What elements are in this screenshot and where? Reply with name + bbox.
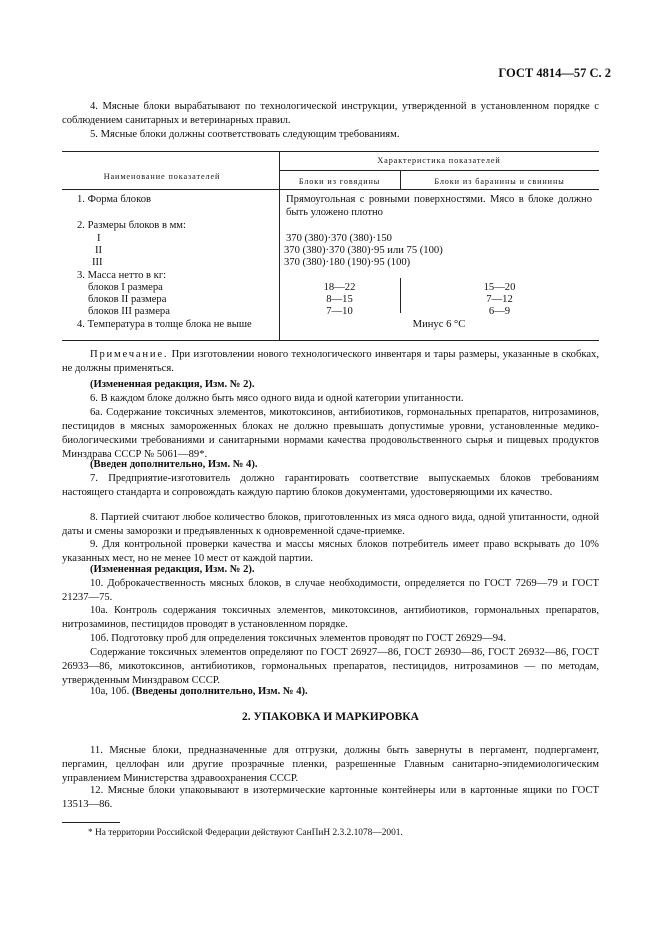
paragraph-7: 7. Предприятие-изготовитель должно гарантировать соответствие выпускаемых блоков требованиям настоящего стандарта и сопровождать каждую партию блоков документами, удостоверяющими их качество.	[62, 473, 599, 498]
amendment-note-2a: (Измененная редакция, Изм. № 2).	[90, 379, 255, 390]
column-header-beef: Блоки из говядины	[298, 177, 381, 186]
row-mass-iii-beef: 7—10	[326, 306, 353, 317]
row-mass-i-label: блоков I размера	[88, 282, 163, 293]
paragraph-6: 6. В каждом блоке должно быть мясо одного вида и одной категории упитанности.	[90, 393, 464, 404]
row-size-ii-value: 370 (380)·370 (380)·95 или 75 (100)	[284, 245, 443, 256]
paragraph-8: 8. Партией считают любое количество блоков, приготовленных из мяса одного вида, одной упитанности, одной даты и смены заморозки и предъявленных к одновременной сдаче-приемке.	[62, 512, 599, 537]
row-size-i-value: 370 (380)·370 (380)·150	[286, 233, 392, 244]
requirements-table	[62, 151, 599, 340]
row-mass-ii-beef: 8—15	[326, 294, 353, 305]
addition-note-4a: (Введен дополнительно, Изм. № 4).	[90, 459, 258, 470]
paragraph-9: 9. Для контрольной проверки качества и массы мясных блоков потребитель имеет право вскрывать до 10% указанных мест, но не менее 10 мест от каждой партии.	[62, 539, 599, 564]
note-label: Примечание.	[90, 349, 169, 360]
row-mass-iii-other: 6—9	[488, 306, 511, 317]
table-header-bottom-border	[62, 189, 599, 190]
note-text: При изготовлении нового технологического инвентаря и тары размеры, указанные в скобках, не должны применяться.	[62, 349, 599, 374]
row-mass-i-beef: 18—22	[323, 282, 356, 293]
paragraph-5: 5. Мясные блоки должны соответствовать следующим требованиям.	[90, 129, 400, 140]
paragraph-10-content: Содержание токсичных элементов определяют по ГОСТ 26927—86, ГОСТ 26930—86, ГОСТ 26932—86, ГОСТ 26933—86, микотоксинов, антибиотиков, гормональных препаратов, пестицидов, нитрозаминов — по методам, утвержденным Минздравом СССР.	[62, 647, 599, 686]
footnote-separator	[62, 822, 120, 823]
footnote: * На территории Российской Федерации действуют СанПиН 2.3.2.1078—2001.	[88, 828, 403, 838]
row-mass-i-other: 15—20	[483, 282, 516, 293]
row-size-ii-label: II	[95, 245, 103, 256]
row-shape-label: 1. Форма блоков	[77, 194, 151, 205]
row-temperature-label: 4. Температура в толще блока не выше	[77, 319, 252, 330]
row-mass-iii-label: блоков III размера	[88, 306, 170, 317]
row-size-iii-value: 370 (380)·180 (190)·95 (100)	[284, 257, 411, 268]
paragraph-12: 12. Мясные блоки упаковывают в изотермические картонные контейнеры или в картонные ящики по ГОСТ 13513—86.	[62, 785, 599, 810]
row-mass-ii-other: 7—12	[486, 294, 513, 305]
table-group-divider	[279, 170, 599, 171]
page-header: ГОСТ 4814—57 С. 2	[498, 66, 611, 80]
section-2-heading: 2. УПАКОВКА И МАРКИРОВКА	[242, 711, 419, 723]
paragraph-10: 10. Доброкачественность мясных блоков, в случае необходимости, определяется по ГОСТ 7269—79 и ГОСТ 21237—75.	[62, 578, 599, 603]
row-mass-label: 3. Масса нетто в кг:	[77, 270, 167, 281]
column-header-characteristics: Характеристика показателей	[377, 156, 501, 165]
paragraph-4: 4. Мясные блоки вырабатывают по технологической инструкции, утвержденной в установленном порядке с соблюдением санитарных и ветеринарных правил.	[62, 101, 599, 126]
note-10ab-prefix: 10а, 10б.	[90, 686, 132, 697]
note-10ab-added: (Введены дополнительно, Изм. № 4).	[131, 686, 308, 697]
row-mass-ii-label: блоков II размера	[88, 294, 167, 305]
paragraph-10ab-note	[62, 685, 599, 699]
amendment-note-2b: (Измененная редакция, Изм. № 2).	[90, 564, 255, 575]
paragraph-10b: 10б. Подготовку проб для определения токсичных элементов проводят по ГОСТ 26929—94.	[90, 633, 506, 644]
row-temperature-value: Минус 6 °С	[412, 319, 466, 330]
row-size-i-label: I	[97, 233, 101, 244]
column-header-indicators: Наименование показателей	[103, 172, 221, 181]
table-note	[62, 348, 599, 376]
paragraph-10a: 10а. Контроль содержания токсичных элементов, микотоксинов, антибиотиков, гормональных препаратов, нитрозаминов, пестицидов проводят в установленном порядке.	[62, 605, 599, 630]
table-top-border	[62, 151, 599, 152]
table-bottom-border	[62, 340, 599, 341]
paragraph-6a: 6а. Содержание токсичных элементов, микотоксинов, антибиотиков, гормональных препаратов, нитрозаминов, пестицидов в мясных замороженных блоках не должно превышать допустимые уровни, установленные медико-биологическими требованиями и санитарными нормами качества продовольственного сырья и пищевых продуктов Минздрава СССР № 5061—89*.	[62, 407, 599, 460]
row-shape-value: Прямоугольная с ровными поверхностями. Мясо в блоке должно быть уложено плотно	[286, 194, 592, 218]
paragraph-11: 11. Мясные блоки, предназначенные для отгрузки, должны быть завернуты в пергамент, подпергамент, пергамин, целлофан или другие прозрачные пленки, разрешенные Главным санитарно-эпидемиологическим управлением Министерства здравоохранения СССР.	[62, 745, 599, 784]
column-header-lamb-pork: Блоки из баранины и свинины	[434, 177, 565, 186]
row-size-iii-label: III	[92, 257, 103, 268]
row-sizes-label: 2. Размеры блоков в мм:	[77, 220, 186, 231]
